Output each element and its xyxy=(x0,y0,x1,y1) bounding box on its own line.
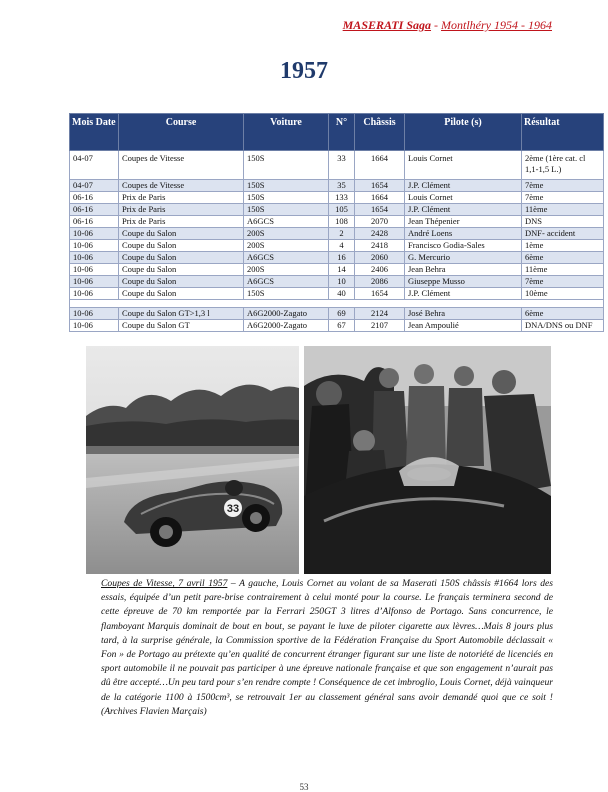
table-cell-voiture: 150S xyxy=(244,288,329,300)
table-row xyxy=(70,192,604,204)
col-header-resultat: Résultat xyxy=(522,114,604,151)
table-cell-num: 4 xyxy=(329,240,355,252)
table-cell-chassis: 1654 xyxy=(355,204,405,216)
table-cell-resultat: DNA/DNS ou DNF xyxy=(522,320,604,332)
table-cell-date: 10-06 xyxy=(70,288,119,300)
table-cell-date: 06-16 xyxy=(70,216,119,228)
col-header-date: Mois Date xyxy=(70,114,119,151)
table-cell-course: Coupe du Salon xyxy=(119,264,244,276)
table-cell-num: 33 xyxy=(329,151,355,180)
table-cell-resultat: 10ème xyxy=(522,288,604,300)
photo-caption xyxy=(101,577,553,719)
table-cell-date: 10-06 xyxy=(70,252,119,264)
table-cell-num: 10 xyxy=(329,276,355,288)
caption-body: – A gauche, Louis Cornet au volant de sa Maserati 150S châssis #1664 lors des essais, équipée d’un petit pare-brise contrairement à celui monté pour la course. Le français terminera second de cette épreuve de 70 km remportée par la Ferrari 250GT 3 litres d’Alfonso de Portago. Sans concurrence, le flamboyant Marquis dominait de bout en bout, se payant le luxe de piloter cigarette aux lèvres…Mais 8 jours plus tard, à la surprise générale, la Commission sportive de la Fédération Française du Sport Automobile déclassait « Fon » de Portago au prétexte qu’en qualité de concurrent étranger figurant sur une liste de notoriété de licenciés en sport automobile il ne pouvait pas participer à une épreuve nationale française et que son engagement n’aurait pas dû être accepté…Un peu tard pour s’en rendre compte ! Conséquence de cet imbroglio, Louis Cornet, déjà vainqueur de la catégorie 1100 à 1500cm³, se retrouvait 1er au classement général sans avoir demandé quoi que ce soit ! (Archives Flavien Marçais) xyxy=(101,578,553,717)
table-cell-course: Coupe du Salon GT xyxy=(119,320,244,332)
table-cell-course: Prix de Paris xyxy=(119,192,244,204)
table-cell-voiture: A6G2000-Zagato xyxy=(244,308,329,320)
col-header-voiture: Voiture xyxy=(244,114,329,151)
table-row xyxy=(70,180,604,192)
table-cell-num: 35 xyxy=(329,180,355,192)
table-cell-resultat: 6ème xyxy=(522,308,604,320)
table-cell-voiture: 200S xyxy=(244,264,329,276)
table-cell-resultat: 1ème xyxy=(522,240,604,252)
table-cell-date: 10-06 xyxy=(70,276,119,288)
table-cell-pilote: Jean Ampoulié xyxy=(405,320,522,332)
table-cell-voiture: 150S xyxy=(244,180,329,192)
table-cell-date: 04-07 xyxy=(70,151,119,180)
table-cell-course: Coupes de Vitesse xyxy=(119,151,244,180)
table-header-row xyxy=(70,114,604,151)
page-header xyxy=(343,18,552,33)
table-cell-course: Coupe du Salon GT>1,3 l xyxy=(119,308,244,320)
table-cell-num: 16 xyxy=(329,252,355,264)
table-cell-pilote: J.P. Clément xyxy=(405,288,522,300)
caption-lead: Coupes de Vitesse, 7 avril 1957 xyxy=(101,578,228,589)
table-cell-num: 2 xyxy=(329,228,355,240)
table-row xyxy=(70,252,604,264)
table-cell-num: 14 xyxy=(329,264,355,276)
col-header-number: N° xyxy=(329,114,355,151)
table-cell-chassis: 2107 xyxy=(355,320,405,332)
photo-pit-crowd xyxy=(304,346,551,574)
table-cell-course: Coupe du Salon xyxy=(119,228,244,240)
table-cell-pilote: Louis Cornet xyxy=(405,151,522,180)
table-cell-voiture: A6GCS xyxy=(244,276,329,288)
table-cell-resultat: 7ème xyxy=(522,180,604,192)
table-row xyxy=(70,228,604,240)
photo-left-svg xyxy=(86,346,299,574)
table-cell-pilote: Francisco Godia-Sales xyxy=(405,240,522,252)
table-cell-course: Prix de Paris xyxy=(119,204,244,216)
table-cell-pilote: André Loens xyxy=(405,228,522,240)
col-header-pilote: Pilote (s) xyxy=(405,114,522,151)
table-cell-voiture: A6GCS xyxy=(244,216,329,228)
table-cell-voiture: 200S xyxy=(244,240,329,252)
table-cell-date: 06-16 xyxy=(70,204,119,216)
col-header-chassis: Châssis xyxy=(355,114,405,151)
header-brand: MASERATI Saga xyxy=(342,18,432,32)
table-cell-chassis: 2060 xyxy=(355,252,405,264)
table-cell-date: 10-06 xyxy=(70,240,119,252)
table-row xyxy=(70,240,604,252)
table-cell-chassis: 1654 xyxy=(355,288,405,300)
table-cell-course: Coupes de Vitesse xyxy=(119,180,244,192)
table-cell-pilote: Jean Thépenier xyxy=(405,216,522,228)
table-cell-chassis: 2406 xyxy=(355,264,405,276)
table-cell-voiture: A6GCS xyxy=(244,252,329,264)
table-cell-pilote: Giuseppe Musso xyxy=(405,276,522,288)
header-separator: - xyxy=(431,18,442,32)
table-cell-pilote: J.P. Clément xyxy=(405,180,522,192)
table-cell-num: 105 xyxy=(329,204,355,216)
table-cell-resultat: DNF- accident xyxy=(522,228,604,240)
table-cell-num: 40 xyxy=(329,288,355,300)
table-row xyxy=(70,320,604,332)
table-cell-resultat: DNS xyxy=(522,216,604,228)
table-row xyxy=(70,264,604,276)
photo-right-svg xyxy=(304,346,551,574)
table-cell-num: 133 xyxy=(329,192,355,204)
table-cell-resultat: 6ème xyxy=(522,252,604,264)
table-row xyxy=(70,308,604,320)
table-row xyxy=(70,276,604,288)
table-cell-chassis: 2124 xyxy=(355,308,405,320)
table-row xyxy=(70,288,604,300)
table-cell-date: 06-16 xyxy=(70,192,119,204)
table-cell-course: Prix de Paris xyxy=(119,216,244,228)
table-cell-pilote: Louis Cornet xyxy=(405,192,522,204)
table-cell-course: Coupe du Salon xyxy=(119,252,244,264)
table-cell-pilote: Jean Behra xyxy=(405,264,522,276)
table-cell-date: 10-06 xyxy=(70,264,119,276)
table-cell-resultat: 11ème xyxy=(522,264,604,276)
table-cell-voiture: A6G2000-Zagato xyxy=(244,320,329,332)
table-cell-chassis: 2086 xyxy=(355,276,405,288)
table-cell-resultat: 7ème xyxy=(522,276,604,288)
table-row xyxy=(70,151,604,180)
table-cell-chassis: 1654 xyxy=(355,180,405,192)
table-cell-chassis: 1664 xyxy=(355,192,405,204)
page-title-year: 1957 xyxy=(280,58,328,84)
table-cell-num: 69 xyxy=(329,308,355,320)
table-cell-date: 10-06 xyxy=(70,320,119,332)
table-row xyxy=(70,216,604,228)
page-number: 53 xyxy=(299,782,309,792)
table-cell-resultat: 2ème (1ère cat. cl 1,1-1,5 L.) xyxy=(522,151,604,180)
table-cell-course: Coupe du Salon xyxy=(119,240,244,252)
table-spacer-row xyxy=(70,300,604,308)
col-header-course: Course xyxy=(119,114,244,151)
table-cell-voiture: 150S xyxy=(244,151,329,180)
table-cell-voiture: 150S xyxy=(244,204,329,216)
table-cell-date: 10-06 xyxy=(70,308,119,320)
table-cell-num: 67 xyxy=(329,320,355,332)
table-cell-date: 10-06 xyxy=(70,228,119,240)
table-cell-voiture: 200S xyxy=(244,228,329,240)
table-row xyxy=(70,204,604,216)
header-subtitle: Montlhéry 1954 - 1964 xyxy=(441,18,552,32)
table-cell-date: 04-07 xyxy=(70,180,119,192)
table-cell-course: Coupe du Salon xyxy=(119,276,244,288)
table-cell-num: 108 xyxy=(329,216,355,228)
photo-maserati-150s-track xyxy=(86,346,299,574)
table-cell-pilote: J.P. Clément xyxy=(405,204,522,216)
table-cell-chassis: 2070 xyxy=(355,216,405,228)
table-cell-pilote: José Behra xyxy=(405,308,522,320)
results-table xyxy=(69,113,604,332)
table-cell-chassis: 1664 xyxy=(355,151,405,180)
car-number: 33 xyxy=(226,503,240,515)
table-cell-resultat: 7ème xyxy=(522,192,604,204)
table-cell-resultat: 11ème xyxy=(522,204,604,216)
table-cell-chassis: 2418 xyxy=(355,240,405,252)
table-cell-pilote: G. Mercurio xyxy=(405,252,522,264)
table-cell-course: Coupe du Salon xyxy=(119,288,244,300)
table-cell-chassis: 2428 xyxy=(355,228,405,240)
table-cell-voiture: 150S xyxy=(244,192,329,204)
